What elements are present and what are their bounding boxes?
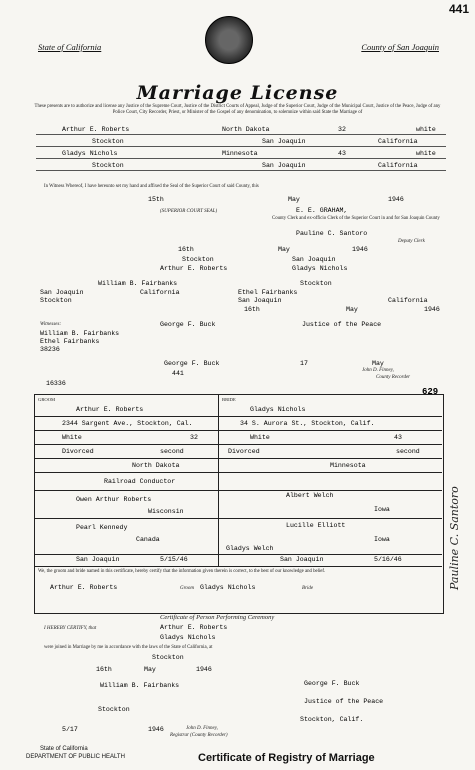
ceremony-month: May	[278, 246, 290, 253]
cer-filed-year: 1946	[148, 726, 164, 733]
witness1-county: San Joaquin	[40, 289, 84, 296]
reg-bride-color: White	[250, 434, 270, 441]
reg-groom-occupation: Railroad Conductor	[104, 478, 176, 485]
cer-witness: William B. Fairbanks	[100, 682, 180, 689]
clerk-title: County Clerk and ex-officio Clerk of the Superior Court in and for San Joaquin County	[272, 216, 440, 221]
registry-table	[34, 394, 444, 614]
cer-residence2: Stockton, Calif.	[300, 716, 364, 723]
court-seal-label: (SUPERIOR COURT SEAL)	[160, 209, 218, 214]
registry-number: 629	[422, 387, 439, 397]
bride-signature-label: Bride	[302, 586, 314, 591]
ceremony-county: San Joaquin	[292, 256, 336, 263]
officiant-name: George F. Buck	[160, 321, 216, 328]
record-number: 38236	[40, 346, 60, 353]
reg-groom-mother: Pearl Kennedy	[76, 524, 128, 531]
groom-native: North Dakota	[222, 126, 270, 133]
witnesses-label: Witnesses:	[40, 322, 62, 327]
witness1-name: William B. Fairbanks	[98, 280, 178, 287]
recorded-by: George F. Buck	[164, 360, 220, 367]
cer-filed-date: 5/17	[62, 726, 78, 733]
witness1-residence: Stockton	[300, 280, 332, 287]
recorder-name: John D. Finney,	[362, 368, 394, 373]
groom-residence: Stockton	[92, 138, 124, 145]
groom-signature: Arthur E. Roberts	[50, 584, 118, 591]
reg-bride-mother-birth: Iowa	[374, 536, 390, 543]
recorder-label: County Recorder	[376, 375, 411, 380]
cer-day: 16th	[96, 666, 112, 673]
reg-groom-mother-birth: Canada	[136, 536, 160, 543]
reg-bride-father-birth: Iowa	[374, 506, 390, 513]
file-number: 16336	[46, 380, 66, 387]
witness-whereof-text: In Witness Whereof, I have hereunto set my hand and affixed the Seal of the Superior Court of said County, this	[44, 184, 259, 189]
reg-groom-marriage: second	[160, 448, 184, 455]
witness2-residence: Stockton	[40, 297, 72, 304]
reg-groom-father: Owen Arthur Roberts	[76, 496, 152, 503]
page-title: Marriage License	[136, 82, 339, 104]
deputy-clerk-name: Pauline C. Santoro	[296, 230, 368, 237]
groom-signed-date: 5/15/46	[160, 556, 188, 563]
officiant-title: Justice of the Peace	[302, 321, 382, 328]
witness2-county: San Joaquin	[238, 297, 282, 304]
groom-age: 32	[338, 126, 346, 133]
bride-name: Gladys Nichols	[62, 150, 118, 157]
reg-bride-marriage: second	[396, 448, 420, 455]
groom-color: white	[416, 126, 436, 133]
witness-signature-2: Ethel Fairbanks	[40, 338, 100, 345]
license-day: 15th	[148, 196, 164, 203]
sign-day: 16th	[244, 306, 260, 313]
ceremony-party1: Arthur E. Roberts	[160, 265, 228, 272]
cer-officiant: George F. Buck	[304, 680, 360, 687]
reg-groom-residence: 2344 Sargent Ave., Stockton, Cal.	[62, 420, 193, 427]
ceremony-title: Certificate of Person Performing Ceremony	[160, 614, 275, 621]
ceremony-year: 1946	[352, 246, 368, 253]
bride-residence: Stockton	[92, 162, 124, 169]
reg-groom-birthplace: North Dakota	[132, 462, 180, 469]
deputy-clerk-label: Deputy Clerk	[398, 239, 425, 244]
bride-county: San Joaquin	[262, 162, 306, 169]
bride-signed-date: 5/16/46	[374, 556, 402, 563]
reg-bride-mother: Lucille Elliott	[286, 522, 346, 529]
declaration-text: We, the groom and bride named in this certificate, hereby certify that the information given therein is correct, to the best of our knowledge and belief.	[38, 569, 326, 574]
witness2-name: Ethel Fairbanks	[238, 289, 298, 296]
sign-year: 1946	[424, 306, 440, 313]
cer-residence1: Stockton	[98, 706, 130, 713]
bride-state: California	[378, 162, 418, 169]
clerk-side-signature: Pauline C. Santoro	[448, 486, 461, 590]
reg-groom-color: White	[62, 434, 82, 441]
county-heading: County of San Joaquin	[361, 42, 439, 52]
clerk-name: E. E. GRAHAM,	[296, 207, 348, 214]
cer-law-text: were joined in Marriage by me in accordance with the laws of the State of California, at	[44, 645, 213, 650]
recorded-day: 17	[300, 360, 308, 367]
groom-county: San Joaquin	[262, 138, 306, 145]
groom-signed-county: San Joaquin	[76, 556, 120, 563]
license-month: May	[288, 196, 300, 203]
cer-party1: Arthur E. Roberts	[160, 624, 228, 631]
page-number: 441	[448, 2, 469, 16]
sign-month: May	[346, 306, 358, 313]
reg-bride-status: Divorced	[228, 448, 260, 455]
footer-state: State of California	[40, 746, 88, 752]
cer-year: 1946	[196, 666, 212, 673]
reg-bride-father: Albert Welch	[286, 492, 334, 499]
reg-bride-name: Gladys Nichols	[250, 406, 306, 413]
cer-recorder: John D. Finney,	[186, 726, 218, 731]
license-intro: These presents are to authorize and license any Justice of the Supreme Court, Justice of the District Courts of Appeal, Judge of the Superior Court, Judge of the Municipal Court, Justice of the Peace, Judge of any Police Court, City Recorder, Priest, or Minister of the Gospel of any denomination, to solemnize within said State the Marriage of	[34, 104, 441, 115]
reg-bride-birthplace: Minnesota	[330, 462, 366, 469]
footer-department: DEPARTMENT OF PUBLIC HEALTH	[26, 754, 125, 760]
bride-header: BRIDE	[222, 397, 236, 402]
witness2-state: California	[388, 297, 428, 304]
groom-header: GROOM	[38, 397, 56, 402]
witness-signature-1: William B. Fairbanks	[40, 330, 120, 337]
recorded-month: May	[372, 360, 384, 367]
cer-recorder-label: Registrar (County Recorder)	[170, 733, 228, 738]
reg-bride-age: 43	[394, 434, 402, 441]
reg-groom-status: Divorced	[62, 448, 94, 455]
reg-bride-residence: 34 S. Aurora St., Stockton, Calif.	[240, 420, 375, 427]
state-seal-icon	[205, 16, 253, 64]
cer-month: May	[144, 666, 156, 673]
ceremony-party2: Gladys Nichols	[292, 265, 348, 272]
bride-signature: Gladys Nichols	[200, 584, 256, 591]
bride-age: 43	[338, 150, 346, 157]
groom-signature-label: Groom	[180, 586, 194, 591]
reg-groom-name: Arthur E. Roberts	[76, 406, 144, 413]
ceremony-certify-label: I HEREBY CERTIFY, that	[44, 626, 97, 631]
bride-signed-county: San Joaquin	[280, 556, 324, 563]
footer-title: Certificate of Registry of Marriage	[198, 752, 375, 764]
ceremony-place: Stockton	[182, 256, 214, 263]
reg-bride-maiden: Gladys Welch	[226, 545, 274, 552]
reg-groom-father-birth: Wisconsin	[148, 508, 184, 515]
cer-place: Stockton	[152, 654, 184, 661]
bride-color: white	[416, 150, 436, 157]
reg-groom-age: 32	[190, 434, 198, 441]
license-year: 1946	[388, 196, 404, 203]
groom-state: California	[378, 138, 418, 145]
book-page: 441	[172, 370, 184, 377]
cer-official-position: Justice of the Peace	[304, 698, 384, 705]
bride-native: Minnesota	[222, 150, 258, 157]
groom-name: Arthur E. Roberts	[62, 126, 130, 133]
ceremony-day: 16th	[178, 246, 194, 253]
state-heading: State of California	[38, 42, 102, 52]
cer-party2: Gladys Nichols	[160, 634, 216, 641]
witness1-state: California	[140, 289, 180, 296]
